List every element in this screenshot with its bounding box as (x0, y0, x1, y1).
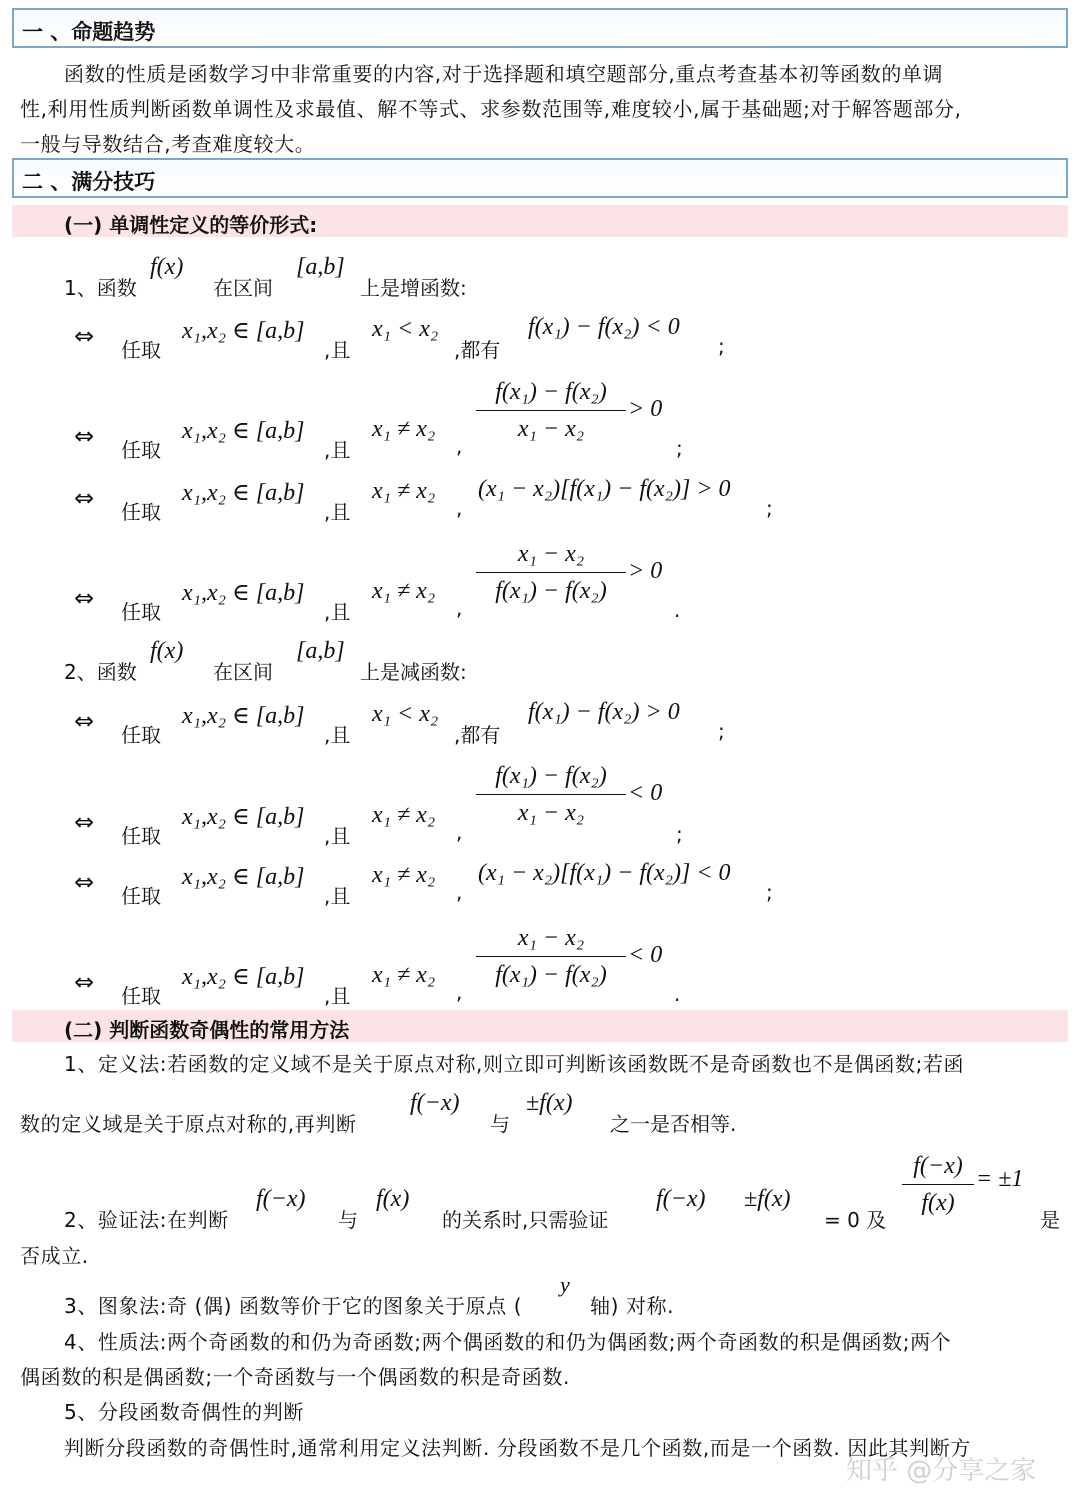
item-label: 1、函数 (64, 276, 137, 300)
and-label: ,且 (324, 824, 351, 848)
fraction-bar (902, 1184, 974, 1185)
semicolon: ; (718, 334, 725, 358)
with-label: 与 (490, 1112, 510, 1136)
domain-expr: x₁,x₂ ∈ [a,b] (182, 580, 305, 606)
method1-tail: 之一是否相等. (610, 1112, 737, 1136)
relation: < 0 (628, 942, 663, 968)
condition-expr: x₁ ≠ x₂ (372, 478, 436, 504)
y-axis-var: y (560, 1272, 570, 1297)
comma: , (456, 434, 463, 458)
and-label: ,且 (324, 723, 351, 747)
result-expr: f(x₁) − f(x₂) < 0 (528, 314, 680, 340)
method3-tail: 轴) 对称. (590, 1294, 675, 1318)
paragraph-line: 性,利用性质判断函数单调性及求最值、解不等式、求参数范围等,难度较小,属于基础题;对于解答题部分, (20, 97, 962, 121)
iff-symbol: ⇔ (74, 968, 95, 996)
condition-expr: x₁ ≠ x₂ (372, 416, 436, 442)
condition-expr: x₁ ≠ x₂ (372, 862, 436, 888)
and-label: ,且 (324, 338, 351, 362)
take-label: 任取 (121, 500, 161, 524)
method2-line1: 2、验证法:在判断 (64, 1208, 229, 1232)
result-expr: (x₁ − x₂)[f(x₁) − f(x₂)] < 0 (478, 860, 731, 886)
f-neg-x: f(−x) (656, 1186, 706, 1212)
period: . (674, 982, 681, 1006)
take-label: 任取 (121, 984, 161, 1008)
semicolon: ; (676, 436, 683, 460)
shi-label: 是 (1040, 1208, 1060, 1232)
subsection-band (12, 1010, 1068, 1042)
method5-line: 判断分段函数的奇偶性时,通常利用定义法判断. 分段函数不是几个函数,而是一个函数. 因此其判断方 (64, 1436, 971, 1460)
section-header-trend (12, 8, 1068, 48)
take-label: 任取 (121, 824, 161, 848)
and-label: ,且 (324, 438, 351, 462)
item-mid: 在区间 (213, 660, 273, 684)
fx: f(x) (376, 1186, 410, 1212)
and-label: ,且 (324, 984, 351, 1008)
iff-symbol: ⇔ (74, 868, 95, 896)
condition-expr: x₁ ≠ x₂ (372, 802, 436, 828)
result-expr: (x₁ − x₂)[f(x₁) − f(x₂)] > 0 (478, 476, 731, 502)
pm-fx: ±f(x) (526, 1090, 573, 1116)
fraction-denominator: f(x₁) − f(x₂) (495, 578, 607, 604)
subsection-title: (二) 判断函数奇偶性的常用方法 (64, 1018, 350, 1042)
comma: , (456, 596, 463, 620)
iff-symbol: ⇔ (74, 808, 95, 836)
item-tail: 上是增函数: (360, 276, 467, 300)
function-fx: f(x) (150, 254, 184, 280)
fraction-bar (476, 794, 626, 795)
relation: > 0 (628, 558, 663, 584)
take-label: 任取 (121, 884, 161, 908)
fraction-numerator: f(−x) (913, 1153, 963, 1179)
iff-symbol: ⇔ (74, 422, 95, 450)
section-title: 二 、满分技巧 (22, 170, 156, 194)
domain-expr: x₁,x₂ ∈ [a,b] (182, 964, 305, 990)
take-label: 任取 (121, 723, 161, 747)
fraction-numerator: x₁ − x₂ (517, 925, 585, 951)
condition-expr: x₁ ≠ x₂ (372, 578, 436, 604)
comma: , (456, 880, 463, 904)
iff-symbol: ⇔ (74, 484, 95, 512)
fraction-bar (476, 572, 626, 573)
f-neg-x: f(−x) (410, 1090, 460, 1116)
fraction-bar (476, 956, 626, 957)
method1-line1: 1、定义法:若函数的定义域不是关于原点对称,则立即可判断该函数既不是奇函数也不是偶函数;若函 (64, 1052, 965, 1076)
domain-expr: x₁,x₂ ∈ [a,b] (182, 864, 305, 890)
semicolon: ; (766, 880, 773, 904)
fraction (476, 376, 626, 445)
fraction-bar (476, 410, 626, 411)
domain-expr: x₁,x₂ ∈ [a,b] (182, 318, 305, 344)
item-label: 2、函数 (64, 660, 137, 684)
interval: [a,b] (296, 638, 345, 664)
f-neg-x: f(−x) (256, 1186, 306, 1212)
method3-line: 3、图象法:奇 (偶) 函数等价于它的图象关于原点 ( (64, 1294, 523, 1318)
comma: , (456, 496, 463, 520)
comma: , (456, 820, 463, 844)
item-tail: 上是减函数: (360, 660, 467, 684)
domain-expr: x₁,x₂ ∈ [a,b] (182, 480, 305, 506)
comma: , (456, 980, 463, 1004)
and-label: ,且 (324, 600, 351, 624)
subsection-title: (一) 单调性定义的等价形式: (64, 213, 318, 237)
semicolon: ; (766, 496, 773, 520)
period: . (674, 598, 681, 622)
semicolon: ; (676, 822, 683, 846)
semicolon: ; (718, 719, 725, 743)
ratio-fraction (902, 1150, 974, 1219)
iff-symbol: ⇔ (74, 707, 95, 735)
take-label: 任取 (121, 438, 161, 462)
pm-fx: ±f(x) (744, 1186, 791, 1212)
method4-line1: 4、性质法:两个奇函数的和仍为奇函数;两个偶函数的和仍为偶函数;两个奇函数的积是偶函数;两个 (64, 1330, 952, 1354)
function-fx: f(x) (150, 638, 184, 664)
fraction (476, 538, 626, 607)
fraction (476, 922, 626, 991)
subsection-band (12, 205, 1068, 237)
paragraph-line: 一般与导数结合,考查难度较大。 (20, 132, 316, 156)
condition-expr: x₁ < x₂ (372, 701, 439, 727)
relation: < 0 (628, 780, 663, 806)
result-expr: f(x₁) − f(x₂) > 0 (528, 699, 680, 725)
domain-expr: x₁,x₂ ∈ [a,b] (182, 703, 305, 729)
and-label: ,且 (324, 500, 351, 524)
section-title: 一 、命题趋势 (22, 20, 156, 44)
condition-expr: x₁ ≠ x₂ (372, 962, 436, 988)
method5-title: 5、分段函数奇偶性的判断 (64, 1400, 304, 1424)
fraction-numerator: f(x₁) − f(x₂) (495, 763, 607, 789)
take-label: 任取 (121, 600, 161, 624)
relation: > 0 (628, 396, 663, 422)
iff-symbol: ⇔ (74, 322, 95, 350)
paragraph-line: 函数的性质是函数学习中非常重要的内容,对于选择题和填空题部分,重点考查基本初等函数的单调 (64, 62, 944, 86)
fraction-numerator: x₁ − x₂ (517, 541, 585, 567)
method1-line2: 数的定义域是关于原点对称的,再判断 (20, 1112, 357, 1136)
section-header-skills (12, 158, 1068, 198)
iff-symbol: ⇔ (74, 584, 95, 612)
method4-line2: 偶函数的积是偶函数;一个奇函数与一个偶函数的积是奇函数. (20, 1365, 570, 1389)
fraction-numerator: f(x₁) − f(x₂) (495, 379, 607, 405)
fraction-denominator: x₁ − x₂ (517, 416, 585, 442)
condition-expr: x₁ < x₂ (372, 316, 439, 342)
take-label: 任取 (121, 338, 161, 362)
allhave-label: ,都有 (454, 338, 501, 362)
method2-line2: 否成立. (20, 1244, 89, 1268)
watermark: 知乎 @分享之家 (846, 1456, 1037, 1486)
domain-expr: x₁,x₂ ∈ [a,b] (182, 804, 305, 830)
fraction-denominator: x₁ − x₂ (517, 800, 585, 826)
and-label: ,且 (324, 884, 351, 908)
allhave-label: ,都有 (454, 723, 501, 747)
interval: [a,b] (296, 254, 345, 280)
eq-zero-and: = 0 及 (824, 1208, 887, 1232)
item-mid: 在区间 (213, 276, 273, 300)
with-label: 与 (338, 1208, 358, 1232)
pm-one: = ±1 (976, 1166, 1024, 1192)
method2-mid: 的关系时,只需验证 (442, 1208, 609, 1232)
fraction-denominator: f(x₁) − f(x₂) (495, 962, 607, 988)
domain-expr: x₁,x₂ ∈ [a,b] (182, 418, 305, 444)
fraction-denominator: f(x) (921, 1190, 955, 1216)
fraction (476, 760, 626, 829)
